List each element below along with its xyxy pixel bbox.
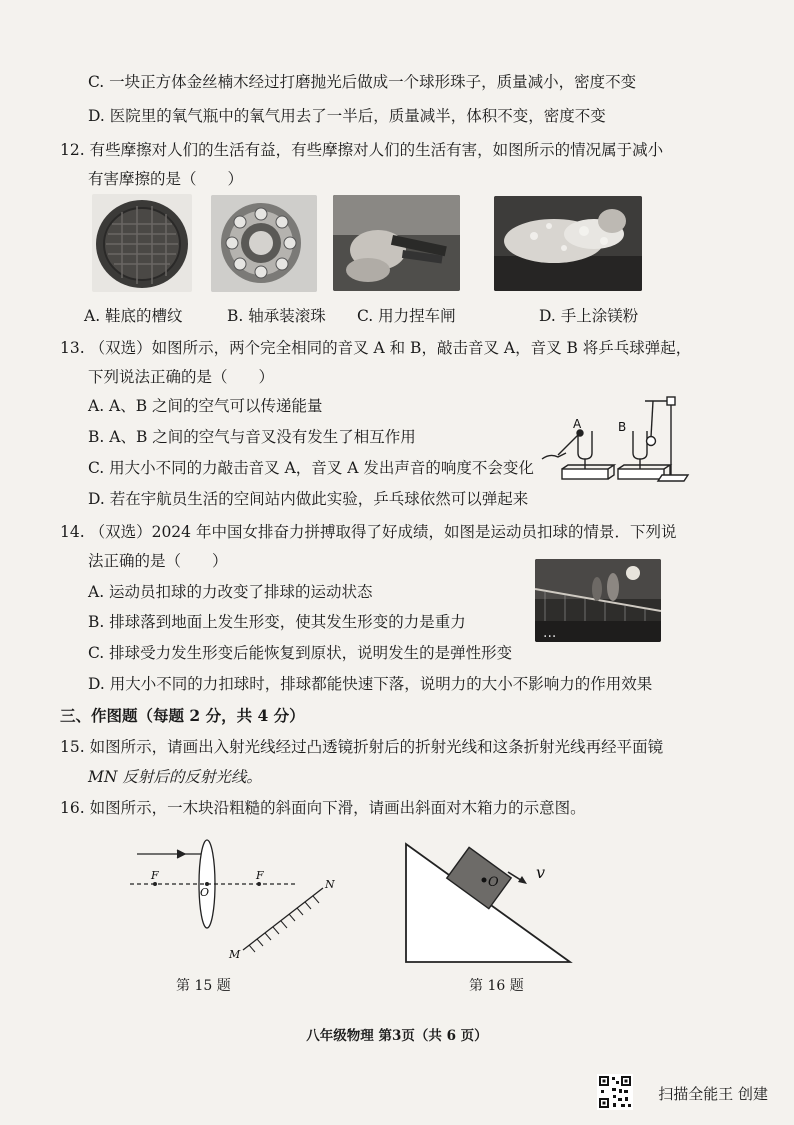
q12-option-c: C. 用力捏车闸 [357,307,456,325]
q11-option-d: D. 医院里的氧气瓶中的氧气用去了一半后，质量减半，体积不变，密度不变 [88,107,606,125]
q12-option-d: D. 手上涂镁粉 [539,307,639,325]
focus-right-label: F [256,869,264,882]
q14-option-b: B. 排球落到地面上发生形变，使其发生形变的力是重力 [88,613,466,631]
q15-stem-line1: 15. 如图所示，请画出入射光线经过凸透镜折射后的折射光线和这条折射光线再经平面镜 [60,738,664,756]
q12-option-a: A. 鞋底的槽纹 [84,307,183,325]
q14-stem-line2: 法正确的是（ ） [88,552,228,570]
q13-option-a: A. A、B 之间的空气可以传递能量 [88,397,323,415]
q15-stem-line2: MN 反射后的反射光线。 [88,768,262,786]
q14-option-c: C. 排球受力发生形变后能恢复到原状，说明发生的是弹性形变 [88,644,513,662]
q13-option-b: B. A、B 之间的空气与音叉没有发生了相互作用 [88,428,416,446]
tuning-fork-figure [540,395,690,490]
section-3-heading: 三、作图题（每题 2 分，共 4 分） [60,706,305,725]
fig16-caption: 第 16 题 [469,978,524,994]
focus-left-label: F [151,869,159,882]
q14-stem-line1: 14. （双选）2024 年中国女排奋力拼搏取得了好成绩，如图是运动员扣球的情景．下列说 [60,523,677,541]
optical-center-label: O [200,886,210,899]
svg-text:...: ... [543,625,557,641]
q13-stem-line1: 13. （双选）如图所示，两个完全相同的音叉 A 和 B，敲击音叉 A，音叉 B 将乒乓球弹起， [60,339,692,357]
scanner-watermark: 扫描全能王 创建 [658,1085,768,1103]
q16-stem: 16. 如图所示，一木块沿粗糙的斜面向下滑，请画出斜面对木箱力的示意图。 [60,799,586,817]
q12-option-b: B. 轴承装滚珠 [227,307,326,325]
page-footer: 八年级物理 第3页（共 6 页） [306,1028,488,1044]
velocity-label: v [536,863,546,882]
q13-stem-line2: 下列说法正确的是（ ） [88,368,275,386]
mirror-m-label: M [229,948,241,961]
q14-option-d: D. 用大小不同的力扣球时，排球都能快速下落，说明力的大小不影响力的作用效果 [88,675,653,693]
lens-mirror-figure [125,838,355,968]
fig15-caption: 第 15 题 [176,978,231,994]
incline-figure [400,838,580,968]
mirror-n-label: N [325,878,335,891]
fork-b-label: B [618,420,627,434]
q14-option-a: A. 运动员扣球的力改变了排球的运动状态 [88,583,373,601]
shoe-sole-photo [92,194,192,292]
magnesium-powder-photo [494,196,642,291]
q12-stem-line1: 12. 有些摩擦对人们的生活有益，有些摩擦对人们的生活有害，如图所示的情况属于减小 [60,141,664,159]
qr-code-icon [597,1074,633,1110]
brake-photo [333,195,460,291]
fork-a-label: A [573,417,582,431]
q11-option-c: C. 一块正方体金丝楠木经过打磨抛光后做成一个球形珠子，质量减小，密度不变 [88,73,637,91]
q13-option-c: C. 用大小不同的力敲击音叉 A，音叉 A 发出声音的响度不会变化 [88,459,534,477]
volleyball-photo [535,559,661,642]
q13-option-d: D. 若在宇航员生活的空间站内做此实验，乒乓球依然可以弹起来 [88,490,529,508]
bearing-photo [211,195,317,292]
block-center-label: O [488,875,499,890]
q12-stem-line2: 有害摩擦的是（ ） [88,170,244,188]
